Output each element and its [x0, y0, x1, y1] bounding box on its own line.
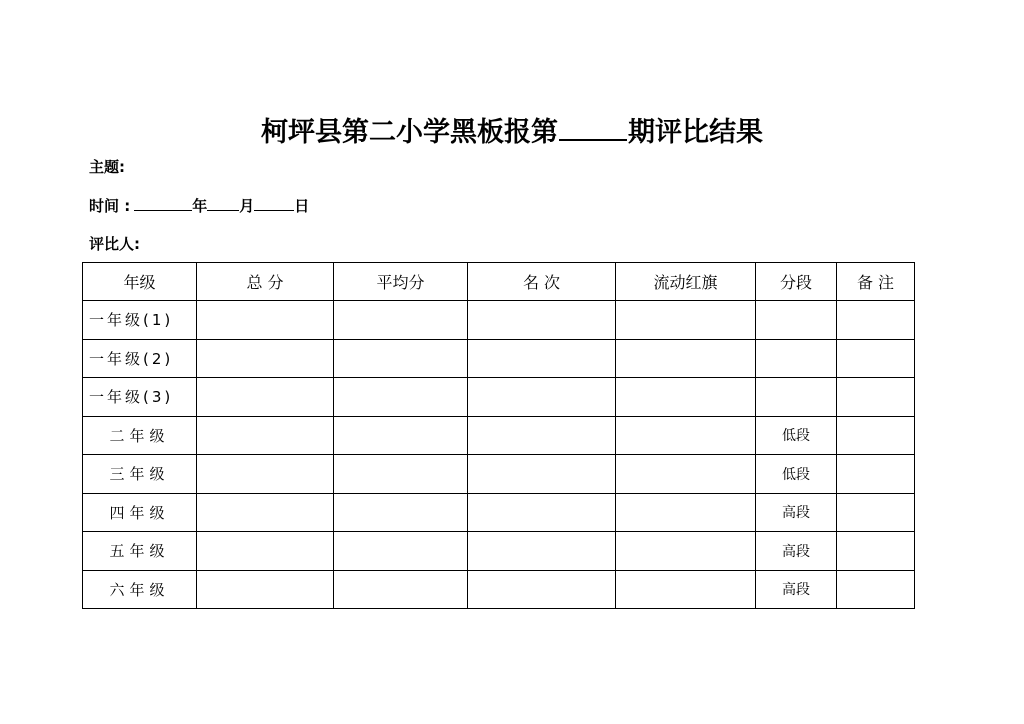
flag-cell	[616, 455, 756, 494]
remarks-cell	[837, 570, 915, 609]
rank-cell	[468, 339, 616, 378]
grade-cell: 三年级	[83, 455, 197, 494]
segment-cell	[756, 339, 837, 378]
total-cell	[197, 301, 334, 340]
total-cell	[197, 416, 334, 455]
remarks-cell	[837, 339, 915, 378]
title-prefix: 柯坪县第二小学黑板报第	[261, 117, 558, 148]
segment-cell: 低段	[756, 455, 837, 494]
reviewer-label: 评比人:	[89, 235, 140, 253]
average-cell	[334, 339, 468, 378]
segment-cell	[756, 378, 837, 417]
total-cell	[197, 455, 334, 494]
results-table	[82, 262, 915, 609]
rank-cell	[468, 493, 616, 532]
reviewer-line	[89, 233, 140, 254]
month-label: 月	[239, 197, 255, 215]
table-row	[83, 532, 915, 571]
flag-cell	[616, 339, 756, 378]
page-title	[0, 110, 1024, 149]
remarks-cell	[837, 532, 915, 571]
time-label: 时间 :	[89, 197, 131, 215]
average-cell	[334, 570, 468, 609]
remarks-cell	[837, 301, 915, 340]
grade-cell: 五年级	[83, 532, 197, 571]
average-cell	[334, 416, 468, 455]
average-cell	[334, 455, 468, 494]
total-cell	[197, 339, 334, 378]
grade-cell: 六年级	[83, 570, 197, 609]
flag-cell	[616, 378, 756, 417]
rank-cell	[468, 532, 616, 571]
title-suffix: 期评比结果	[628, 117, 763, 148]
flag-cell	[616, 532, 756, 571]
flag-cell	[616, 570, 756, 609]
segment-cell: 高段	[756, 570, 837, 609]
subject-label: 主题:	[89, 158, 125, 176]
segment-cell: 高段	[756, 532, 837, 571]
rank-cell	[468, 455, 616, 494]
rank-cell	[468, 416, 616, 455]
total-cell	[197, 493, 334, 532]
segment-cell: 高段	[756, 493, 837, 532]
header-total-score: 总 分	[197, 263, 334, 301]
time-line	[89, 195, 309, 216]
segment-cell	[756, 301, 837, 340]
rank-cell	[468, 301, 616, 340]
grade-cell: 四年级	[83, 493, 197, 532]
day-label: 日	[294, 197, 310, 215]
header-rank: 名 次	[468, 263, 616, 301]
month-blank	[207, 196, 239, 211]
average-cell	[334, 378, 468, 417]
header-average-score: 平均分	[334, 263, 468, 301]
table-row	[83, 493, 915, 532]
rank-cell	[468, 378, 616, 417]
remarks-cell	[837, 378, 915, 417]
header-segment: 分段	[756, 263, 837, 301]
table-row	[83, 416, 915, 455]
remarks-cell	[837, 493, 915, 532]
average-cell	[334, 493, 468, 532]
header-row	[83, 263, 915, 301]
header-remarks: 备 注	[837, 263, 915, 301]
remarks-cell	[837, 416, 915, 455]
segment-cell: 低段	[756, 416, 837, 455]
year-blank	[134, 196, 192, 211]
year-label: 年	[192, 197, 208, 215]
rank-cell	[468, 570, 616, 609]
header-red-flag: 流动红旗	[616, 263, 756, 301]
remarks-cell	[837, 455, 915, 494]
average-cell	[334, 301, 468, 340]
total-cell	[197, 570, 334, 609]
flag-cell	[616, 493, 756, 532]
flag-cell	[616, 301, 756, 340]
table-row	[83, 378, 915, 417]
table-row	[83, 570, 915, 609]
subject-line	[89, 156, 125, 177]
grade-cell: 一年级(1)	[83, 301, 197, 340]
average-cell	[334, 532, 468, 571]
total-cell	[197, 378, 334, 417]
total-cell	[197, 532, 334, 571]
flag-cell	[616, 416, 756, 455]
header-grade: 年级	[83, 263, 197, 301]
table-row	[83, 301, 915, 340]
grade-cell: 一年级(3)	[83, 378, 197, 417]
day-blank	[254, 196, 294, 211]
title-issue-blank	[559, 117, 627, 141]
grade-cell: 二年级	[83, 416, 197, 455]
table-row	[83, 455, 915, 494]
table-row	[83, 339, 915, 378]
grade-cell: 一年级(2)	[83, 339, 197, 378]
